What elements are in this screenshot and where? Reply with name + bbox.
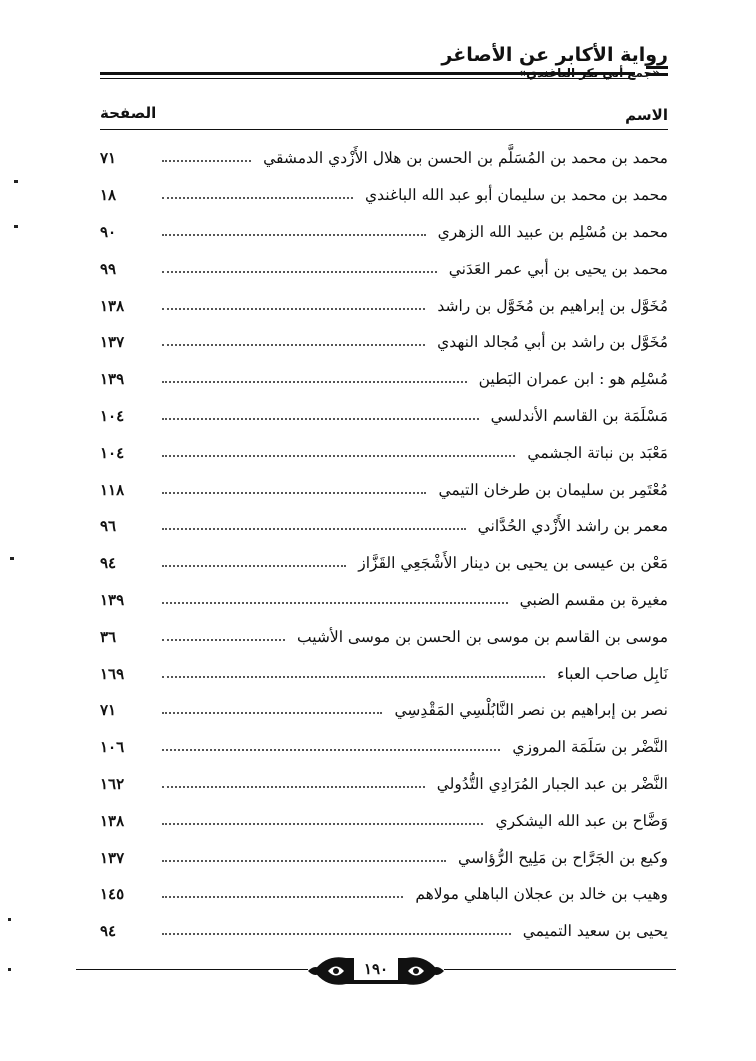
entry-name: النَّضْر بن سَلَمَة المروزي: [512, 738, 668, 757]
entry-page-number: ١٣٧: [100, 333, 125, 352]
index-entry: [100, 434, 668, 471]
entry-name: نصر بن إبراهيم بن نصر النَّابُلْسِي المَقْدِسِي: [394, 701, 668, 720]
index-entry: [100, 545, 668, 582]
book-subtitle: «جمع أبي بكر الباغندي»: [518, 66, 660, 80]
index-entry: [100, 398, 668, 435]
entry-page-number: ١٤٥: [100, 885, 125, 904]
entry-page-number: ٧١: [100, 149, 117, 168]
entry-page-number: ٩٤: [100, 554, 117, 573]
entry-page-number: ٩٠: [100, 222, 117, 241]
entry-page-number: ٩٩: [100, 259, 117, 278]
index-entry: [100, 618, 668, 655]
column-header-rule: [100, 129, 668, 130]
entry-name: مُخَوَّل بن راشد بن أبي مُجالد النهدي: [437, 333, 668, 352]
scan-mark: [8, 918, 11, 921]
entry-name: مُخَوَّل بن إبراهيم بن مُخَوَّل بن راشد: [437, 296, 668, 315]
scan-mark: [10, 557, 14, 560]
entry-name: مغيرة بن مقسم الضبي: [519, 590, 668, 609]
dot-leader: [162, 639, 285, 641]
entry-page-number: ١٣٩: [100, 590, 125, 609]
entry-page-number: ٣٦: [100, 627, 117, 646]
dot-leader: [162, 160, 251, 162]
header-rule: [100, 72, 635, 75]
dot-leader: [162, 455, 515, 457]
index-entry: [100, 582, 668, 619]
entry-name: وكيع بن الجَرَّاح بن مَلِيح الرُّؤاسي: [458, 848, 668, 867]
entry-name: مُعْتَمِر بن سليمان بن طرخان التيمي: [438, 480, 668, 499]
entry-name: نَابِل صاحب العباء: [557, 664, 668, 683]
index-entry: [100, 250, 668, 287]
entry-page-number: ١٣٨: [100, 811, 125, 830]
entry-name: مَسْلَمَة بن القاسم الأندلسي: [490, 406, 668, 425]
index-entry: [100, 729, 668, 766]
index-entry: [100, 508, 668, 545]
footer-rule-right: [444, 969, 676, 970]
dot-leader: [162, 823, 483, 825]
index-entry: [100, 140, 668, 177]
entry-page-number: ١٠٦: [100, 738, 125, 757]
scan-mark: [8, 968, 11, 971]
entry-name: محمد بن محمد بن المُسَلَّم بن الحسن بن هلال الأَزْدي الدمشقي: [263, 149, 668, 168]
dot-leader: [162, 528, 466, 530]
book-title: رواية الأكابر عن الأصاغر: [441, 44, 668, 66]
index-entry: [100, 361, 668, 398]
index-entry: [100, 177, 668, 214]
dot-leader: [162, 492, 426, 494]
entry-name: وهيب بن خالد بن عجلان الباهلي مولاهم: [415, 885, 668, 904]
entry-name: معمر بن راشد الأَزْدي الحُدَّاني: [477, 517, 668, 536]
dot-leader: [162, 860, 446, 862]
entry-name: محمد بن محمد بن سليمان أبو عبد الله الباغندي: [365, 186, 668, 205]
entry-page-number: ١١٨: [100, 480, 125, 499]
entry-name: محمد بن مُسْلِم بن عبيد الله الزهري: [437, 222, 668, 241]
index-entry: [100, 655, 668, 692]
dot-leader: [162, 933, 511, 935]
entry-page-number: ١٠٤: [100, 443, 125, 462]
index-entry: [100, 287, 668, 324]
entry-name: مَعْن بن عيسى بن يحيى بن دينار الأَشْجَعِي القَزَّاز: [358, 554, 668, 573]
dot-leader: [162, 381, 467, 383]
dot-leader: [162, 271, 437, 273]
index-entry: [100, 839, 668, 876]
entry-page-number: ١٨: [100, 186, 117, 205]
entry-page-number: ١٣٧: [100, 848, 125, 867]
dot-leader: [162, 344, 425, 346]
dot-leader: [162, 234, 426, 236]
entry-name: موسى بن القاسم بن موسى بن الحسن بن موسى الأشيب: [296, 627, 668, 646]
entry-name: مُسْلِم هو : ابن عمران البَطين: [478, 370, 668, 389]
index-entry: [100, 214, 668, 251]
column-headers: [100, 102, 668, 128]
index-list: [100, 140, 668, 950]
entry-name: وَضَّاح بن عبد الله اليشكري: [495, 811, 668, 830]
entry-page-number: ١٣٩: [100, 370, 125, 389]
page-footer: [76, 948, 676, 994]
entry-page-number: ١٦٩: [100, 664, 125, 683]
entry-page-number: ١٠٤: [100, 406, 125, 425]
entry-page-number: ١٦٢: [100, 774, 125, 793]
dot-leader: [162, 602, 508, 604]
dot-leader: [162, 749, 500, 751]
scan-mark: [14, 225, 18, 228]
index-entry: [100, 876, 668, 913]
entry-name: محمد بن يحيى بن أبي عمر العَدَني: [448, 259, 668, 278]
index-entry: [100, 913, 668, 950]
dot-leader: [162, 418, 479, 420]
column-header-page: الصفحة: [100, 104, 157, 122]
column-header-name: الاسم: [625, 106, 668, 124]
entry-page-number: ١٣٨: [100, 296, 125, 315]
dot-leader: [162, 786, 425, 788]
page-number: ١٩٠: [354, 958, 398, 980]
entry-page-number: ٩٦: [100, 517, 117, 536]
entry-name: النَّضْر بن عبد الجبار المُرَادِي التُّدُولي: [436, 774, 668, 793]
running-header: [168, 44, 668, 94]
entry-name: مَعْبَد بن نباتة الجشمي: [527, 443, 668, 462]
index-entry: [100, 324, 668, 361]
index-entry: [100, 766, 668, 803]
scan-mark: [14, 180, 18, 183]
dot-leader: [162, 712, 382, 714]
index-entry: [100, 692, 668, 729]
entry-name: يحيى بن سعيد التميمي: [522, 922, 668, 941]
footer-rule-left: [76, 969, 308, 970]
header-dash-ornament: [646, 66, 668, 69]
dot-leader: [162, 565, 346, 567]
entry-page-number: ٩٤: [100, 922, 117, 941]
dot-leader: [162, 676, 545, 678]
dot-leader: [162, 308, 425, 310]
dot-leader: [162, 197, 353, 199]
index-entry: [100, 802, 668, 839]
entry-page-number: ٧١: [100, 701, 117, 720]
dot-leader: [162, 896, 403, 898]
index-entry: [100, 471, 668, 508]
